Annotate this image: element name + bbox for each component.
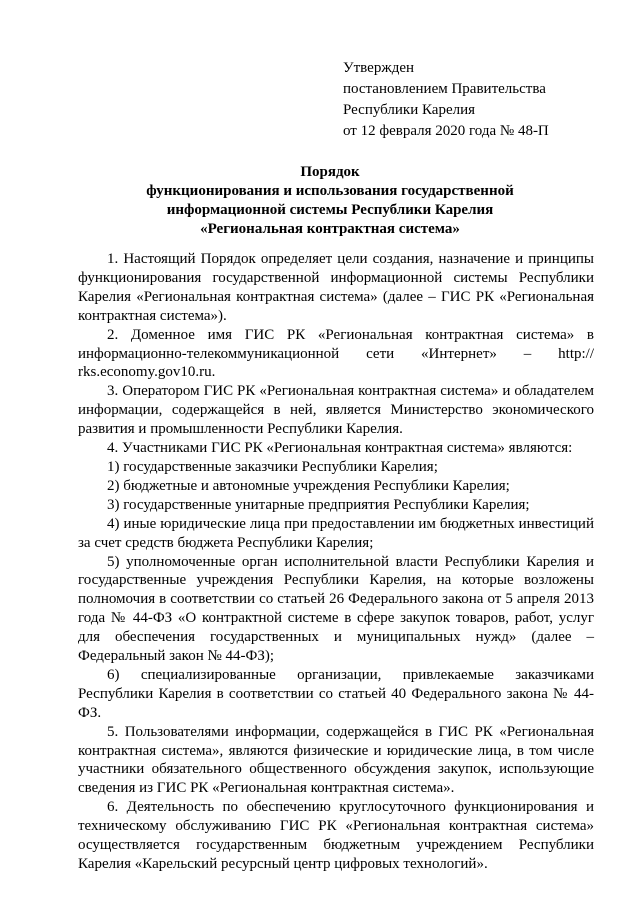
list-item-1: 1) государственные заказчики Республики Карелия; <box>107 458 438 475</box>
paragraph-3: 3. Оператором ГИС РК «Региональная контрактная система» и обладателем информации, содержащейся в ней, является Министерство экономического развития и промышленности Республики Карелия. <box>78 383 594 438</box>
paragraph-5: 5. Пользователями информации, содержащейся в ГИС РК «Региональная контрактная система», являются физические и юридические лица, в том числе участники обязательного общественного обсуждения закупок, использующие сведения из ГИС РК «Региональная контрактная система». <box>78 723 594 797</box>
list-item-6: 6) специализированные организации, привлекаемые заказчиками Республики Карелия в соответствии со статьей 40 Федерального закона № 44-ФЗ. <box>78 666 594 721</box>
approval-date-line: от 12 февраля 2020 года № 48-П <box>343 123 549 139</box>
list-item-4: 4) иные юридические лица при предоставлении им бюджетных инвестиций за счет средств бюджета Республики Карелия; <box>78 515 594 551</box>
document-title <box>78 163 582 239</box>
title-line: информационной системы Республики Карелия <box>166 202 494 218</box>
title-line: «Региональная контрактная система» <box>200 221 460 237</box>
paragraph-2: 2. Доменное имя ГИС РК «Региональная контрактная система» в информационно-телекоммуникационной сети «Интернет» – http:// rks.economy.gov10.ru. <box>78 326 594 381</box>
approval-line: Утвержден <box>343 60 415 76</box>
list-item-5: 5) уполномоченные орган исполнительной власти Республики Карелия и государственные учреждения Республики Карелия, на которые возложены полномочия в соответствии со статьей 26 Федерального закона от 5 апреля 2013 года № 44-ФЗ «О контрактной системе в сфере закупок товаров, работ, услуг для обеспечения государственных и муниципальных нужд» (далее – Федеральный закон № 44-ФЗ); <box>78 553 594 665</box>
approval-line: Республики Карелия <box>343 102 476 118</box>
paragraph-4: 4. Участниками ГИС РК «Региональная контрактная система» являются: <box>107 440 573 457</box>
title-line: Порядок <box>300 164 360 180</box>
list-item-3: 3) государственные унитарные предприятия Республики Карелия; <box>107 496 530 513</box>
paragraph-6: 6. Деятельность по обеспечению круглосуточного функционирования и техническому обслуживанию ГИС РК «Региональная контрактная система» осуществляется государственным бюджетным учреждением Республики Карелия «Карельский ресурсный центр цифровых технологий». <box>78 799 594 872</box>
document-body <box>78 250 594 874</box>
paragraph-1: 1. Настоящий Порядок определяет цели создания, назначение и принципы функционирования государственной информационной системы Республики Карелия «Региональная контрактная система» (далее – ГИС РК «Региональная контрактная система»). <box>78 251 594 324</box>
approval-stamp <box>343 58 549 142</box>
title-line: функционирования и использования государственной <box>146 183 514 199</box>
approval-line: постановлением Правительства <box>343 81 546 97</box>
list-item-2: 2) бюджетные и автономные учреждения Республики Карелия; <box>107 477 510 494</box>
